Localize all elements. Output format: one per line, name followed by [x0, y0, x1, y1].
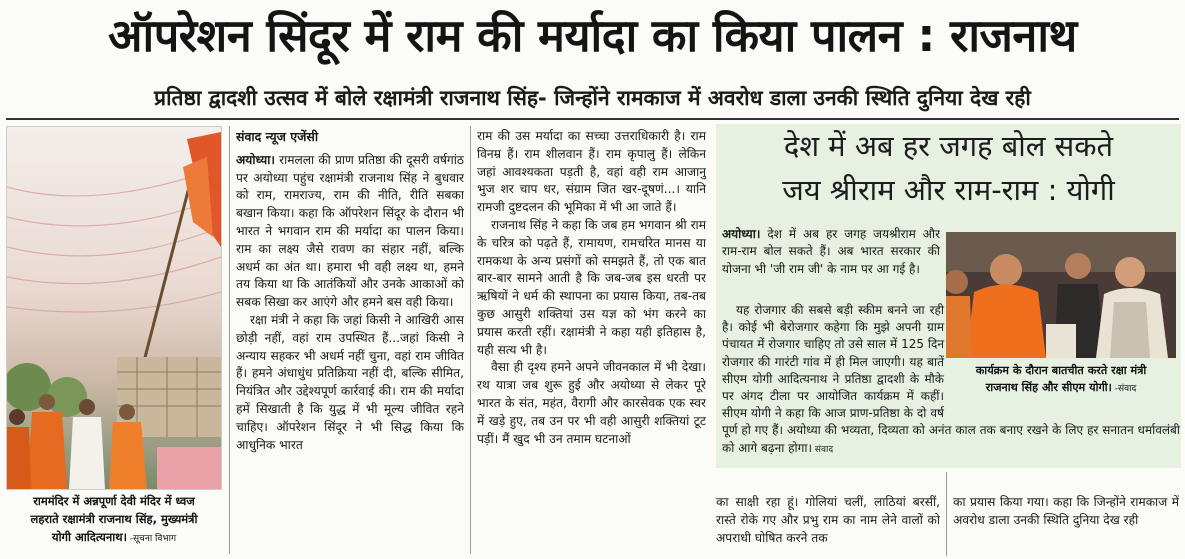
- sidebar-photo-caption: [946, 362, 1176, 398]
- article-paragraph: रक्षा मंत्री ने कहा कि जहां किसी ने आखिरी आस छोड़ी नहीं, वहां राम उपस्थित हैं...जहां किसी ने अन्याय सहकर भी अधर्म नहीं चुना, वहां राम जीवित हैं। हमने अंधाधुंध प्रतिक्रिया नहीं दी, बल्कि सीमित, नियंत्रित और उद्देश्यपूर्ण कार्रवाई की। राम की मर्यादा हमें सिखाती है कि युद्ध में भी मूल्य जीवित रहने चाहिए। ऑपरेशन सिंदूर ने भी सिद्ध किया कि आधुनिक भारत: [236, 312, 464, 452]
- sidebar-photo-caption-line: कार्यक्रम के दौरान बातचीत करते रक्षा मंत्री: [975, 364, 1147, 377]
- yogi-rajnath-photo: [946, 232, 1176, 358]
- sidebar-title: [716, 124, 1181, 212]
- sidebar-paragraph: यह रोजगार की सबसे बड़ी स्कीम बनने जा रही है। कोई भी बेरोजगार कहेगा कि मुझे अपनी ग्राम पंचायत में रोजगार चाहिए तो उसे साल में 125 दिन रोजगार की गारंटी गांव में ही मिल जाएगी। यह बातें सीएम योगी आदित्यनाथ ने प्रतिष्ठा द्वादशी के मौके पर अंगद टीला पर आयोजित कार्यक्रम में कहीं। सीएम योगी ने कहा कि आज प्राण-प्रतिष्ठा के दो वर्ष पूर्ण हो गए हैं। अयोध्या की भव्यता, दिव्यता को अनंत काल तक बनाए रखने के लिए हर सनातन धर्मावलंबी को आगे बढ़ना होगा।: [722, 303, 1180, 455]
- article-paragraph: का प्रयास किया गया। कहा कि जिन्होंने रामकाज में अवरोध डाला उनकी स्थिति दुनिया देख रही: [953, 495, 1179, 527]
- photo-caption-line: राममंदिर में अन्नपूर्णा देवी मंदिर में ध्वज: [33, 494, 195, 508]
- yogi-rajnath-illustration: [946, 232, 1176, 358]
- sidebar-paragraph: देश में अब हर जगह जयश्रीराम और राम-राम बोल सकते हैं। अब भारत सरकार की योजना भी 'जी राम जी' के नाम पर आ गई है।: [722, 227, 940, 276]
- column-divider: [470, 126, 471, 554]
- photo-credit: -सूचना विभाग: [126, 534, 177, 544]
- byline: संवाद न्यूज एजेंसी: [236, 129, 319, 144]
- article-column-3: [716, 494, 940, 556]
- temple-flag-photo: [6, 126, 222, 490]
- header-rule: [6, 118, 1179, 120]
- article-paragraph: का साक्षी रहा हूं। गोलियां चलीं, लाठियां बरसीं, रास्ते रोके गए और प्रभु राम का नाम लेने वालों को अपराधी घोषित करने तक: [716, 495, 940, 545]
- temple-flag-illustration: [7, 127, 221, 489]
- article-column-4: [953, 494, 1179, 556]
- article-paragraph: राम की उस मर्यादा का सच्चा उत्तराधिकारी है। राम विनम्र हैं। राम शीलवान हैं। राम कृपालु हैं। लेकिन जहां आवश्यकता पड़ती है, वहां वही राम आजानु भुज शर चाप धर, संग्राम जित खर-दूषणं...। यानि रामजी दुष्टदलन की भूमिका में भी आ जाते हैं।: [477, 129, 706, 215]
- headline: ऑपरेशन सिंदूर में राम की मर्यादा का किया पालन : राजनाथ: [108, 9, 1077, 62]
- sidebar-title-line: देश में अब हर जगह बोल सकते: [783, 129, 1114, 163]
- article-paragraph: रामलला की प्राण प्रतिष्ठा की दूसरी वर्षगांठ पर अयोध्या पहुंच रक्षामंत्री राजनाथ सिंह ने बुधवार को राम, रामराज्य, राम की नीति, रीति सबका बखान किया। कहा कि ऑपरेशन सिंदूर के दौरान भी भारत ने भगवान राम की मर्यादा का पालन किया। राम का लक्ष्य जैसे रावण का संहार नहीं, बल्कि अधर्म का अंत था। हमारा भी वही लक्ष्य था, हमने तय किया था कि आतंकियों और उनके आकाओं को सबक सिखा कर आएंगे और हमने बस वही किया।: [236, 152, 464, 310]
- sidebar-credit: संवाद: [812, 444, 834, 455]
- sidebar-title-line: जय श्रीराम और राम-राम : योगी: [782, 173, 1115, 207]
- dateline: अयोध्या।: [236, 152, 275, 167]
- subheadline: प्रतिष्ठा द्वादशी उत्सव में बोले रक्षामंत्री राजनाथ सिंह- जिन्होंने रामकाज में अवरोध डाला उनकी स्थिति दुनिया देख रही: [154, 86, 1031, 110]
- column-divider: [946, 472, 947, 556]
- article-paragraph: राजनाथ सिंह ने कहा कि जब हम भगवान श्री राम के चरित्र को पढ़ते हैं, रामायण, रामचरित मानस या रामकथा के अन्य प्रसंगों को समझते हैं, तो एक बात बार-बार सामने आती है कि जब-जब इस धरती पर ऋषियों ने धर्म की स्थापना का प्रयास किया, तब-तब कुछ आसुरी शक्तियां उस यज्ञ को भंग करने का प्रयास करती रहीं। रक्षामंत्री ने कहा यही इतिहास है, यही सत्य भी है।: [477, 217, 706, 357]
- article-column-2: [477, 128, 706, 556]
- photo-caption-line: लहराते रक्षामंत्री राजनाथ सिंह, मुख्यमंत्री: [30, 512, 198, 526]
- photo-caption-line: योगी आदित्यनाथ।: [51, 530, 127, 544]
- sidebar-photo-credit: -संवाद: [1111, 384, 1137, 394]
- column-divider: [229, 126, 230, 554]
- photo-caption: [6, 492, 222, 548]
- article-column-1: [236, 128, 464, 556]
- sidebar-dateline: अयोध्या।: [722, 227, 761, 241]
- sidebar-photo-caption-line: राजनाथ सिंह और सीएम योगी।: [985, 381, 1112, 394]
- article-paragraph: वैसा ही दृश्य हमने अपने जीवनकाल में भी देखा। रथ यात्रा जब शुरू हुई और अयोध्या से लेकर पूरे भारत के संत, महंत, वैरागी और कारसेवक एक स्वर में खड़े हुए, तब उन पर भी वही आसुरी शक्तियां टूट पड़ीं। मैं खुद भी उन तमाम घटनाओं: [477, 360, 706, 446]
